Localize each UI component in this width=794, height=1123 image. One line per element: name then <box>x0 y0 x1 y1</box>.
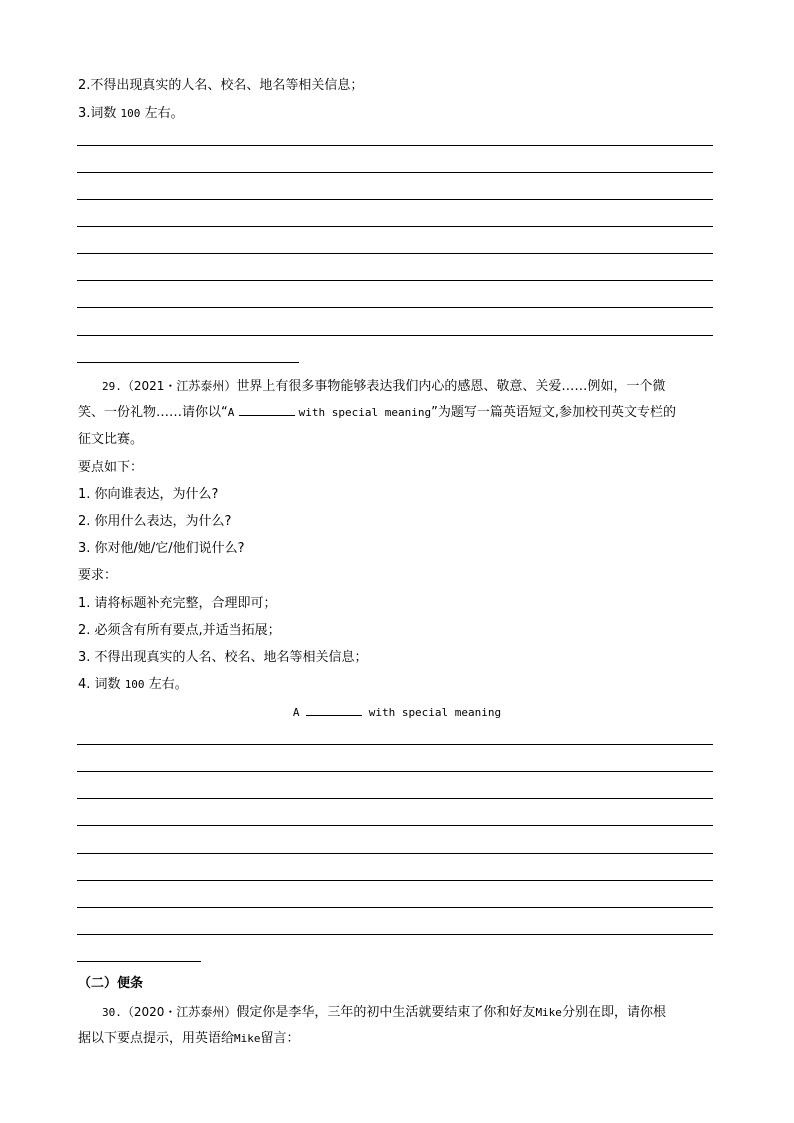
question-text: 假定你是李华，三年的初中生活就要结束了你和好友 <box>236 1005 536 1020</box>
question-30-line2 <box>78 1029 300 1049</box>
writing-line <box>77 771 713 772</box>
title-word: A <box>292 706 300 719</box>
question-number: 29. <box>102 380 122 393</box>
name-text: Mike <box>234 1032 261 1045</box>
writing-line <box>77 335 713 336</box>
requirements-label <box>78 566 117 586</box>
question-source: （2021・江苏泰州） <box>121 379 237 393</box>
points-label-text: 要点如下： <box>78 460 144 475</box>
writing-line <box>77 253 713 254</box>
requirement-text: 左右。 <box>144 106 184 121</box>
writing-line <box>77 199 713 200</box>
writing-line <box>77 145 713 146</box>
writing-line <box>77 226 713 227</box>
question-text: 留言： <box>260 1031 300 1046</box>
question-29-prompt-line2 <box>78 403 676 423</box>
writing-line <box>77 798 713 799</box>
requirement-text: 3. 不得出现真实的人名、校名、地名等相关信息； <box>78 650 368 665</box>
requirement-2 <box>78 76 363 96</box>
question-text: 笑、一份礼物……请你以“ <box>78 405 228 420</box>
title-blank <box>239 403 295 416</box>
requirement-text: 2.不得出现真实的人名、校名、地名等相关信息； <box>78 78 364 93</box>
name-text: Mike <box>535 1006 562 1019</box>
question-29-prompt-line1 <box>102 376 665 397</box>
writing-line-short <box>77 961 201 962</box>
essay-title <box>0 703 794 722</box>
point-item <box>78 512 231 532</box>
writing-line <box>77 934 713 935</box>
requirement-3 <box>78 104 184 124</box>
requirement-item <box>78 675 188 695</box>
writing-line <box>77 880 713 881</box>
word-count: 100 <box>124 678 145 691</box>
requirement-text: 1. 请将标题补充完整，合理即可； <box>78 596 277 611</box>
requirement-text: 2. 必须含有所有要点,并适当拓展； <box>78 623 281 638</box>
question-text: 据以下要点提示，用英语给 <box>78 1031 235 1046</box>
requirement-item <box>78 621 281 641</box>
requirement-text: 3.词数 <box>78 106 117 121</box>
writing-line <box>77 825 713 826</box>
question-number: 30. <box>102 1006 122 1019</box>
writing-line <box>77 172 713 173</box>
title-text: with special meaning <box>368 706 502 719</box>
section-heading <box>78 974 143 994</box>
section-heading-text: （二）便条 <box>78 976 144 991</box>
requirement-text: 左右。 <box>148 677 188 692</box>
writing-line <box>77 853 713 854</box>
question-text: 分别在即，请你根 <box>561 1005 666 1020</box>
question-text: 征文比赛。 <box>78 432 144 447</box>
question-30-line1 <box>102 1002 666 1023</box>
point-item <box>78 539 245 559</box>
title-word: A <box>227 406 235 419</box>
requirement-item <box>78 648 368 668</box>
points-label <box>78 458 143 478</box>
point-item <box>78 485 218 505</box>
point-text: 3. 你对他/她/它/他们说什么? <box>78 541 245 556</box>
writing-line <box>77 907 713 908</box>
writing-line <box>77 307 713 308</box>
question-29-prompt-line3 <box>78 430 143 450</box>
writing-line <box>77 280 713 281</box>
question-text: ”为题写一篇英语短文,参加校刊英文专栏的 <box>431 405 676 420</box>
requirement-text: 4. 词数 <box>78 677 121 692</box>
word-count: 100 <box>120 107 141 120</box>
question-text: 世界上有很多事物能够表达我们内心的感恩、敬意、关爱……例如，一个微 <box>236 379 666 394</box>
title-text: with special meaning <box>298 406 432 419</box>
writing-line-short <box>77 362 299 363</box>
point-text: 1. 你向谁表达，为什么? <box>78 487 219 502</box>
writing-line <box>77 744 713 745</box>
requirements-label-text: 要求： <box>78 568 118 583</box>
question-source: （2020・江苏泰州） <box>121 1005 237 1019</box>
title-blank <box>306 703 362 716</box>
requirement-item <box>78 594 277 614</box>
point-text: 2. 你用什么表达，为什么? <box>78 514 232 529</box>
